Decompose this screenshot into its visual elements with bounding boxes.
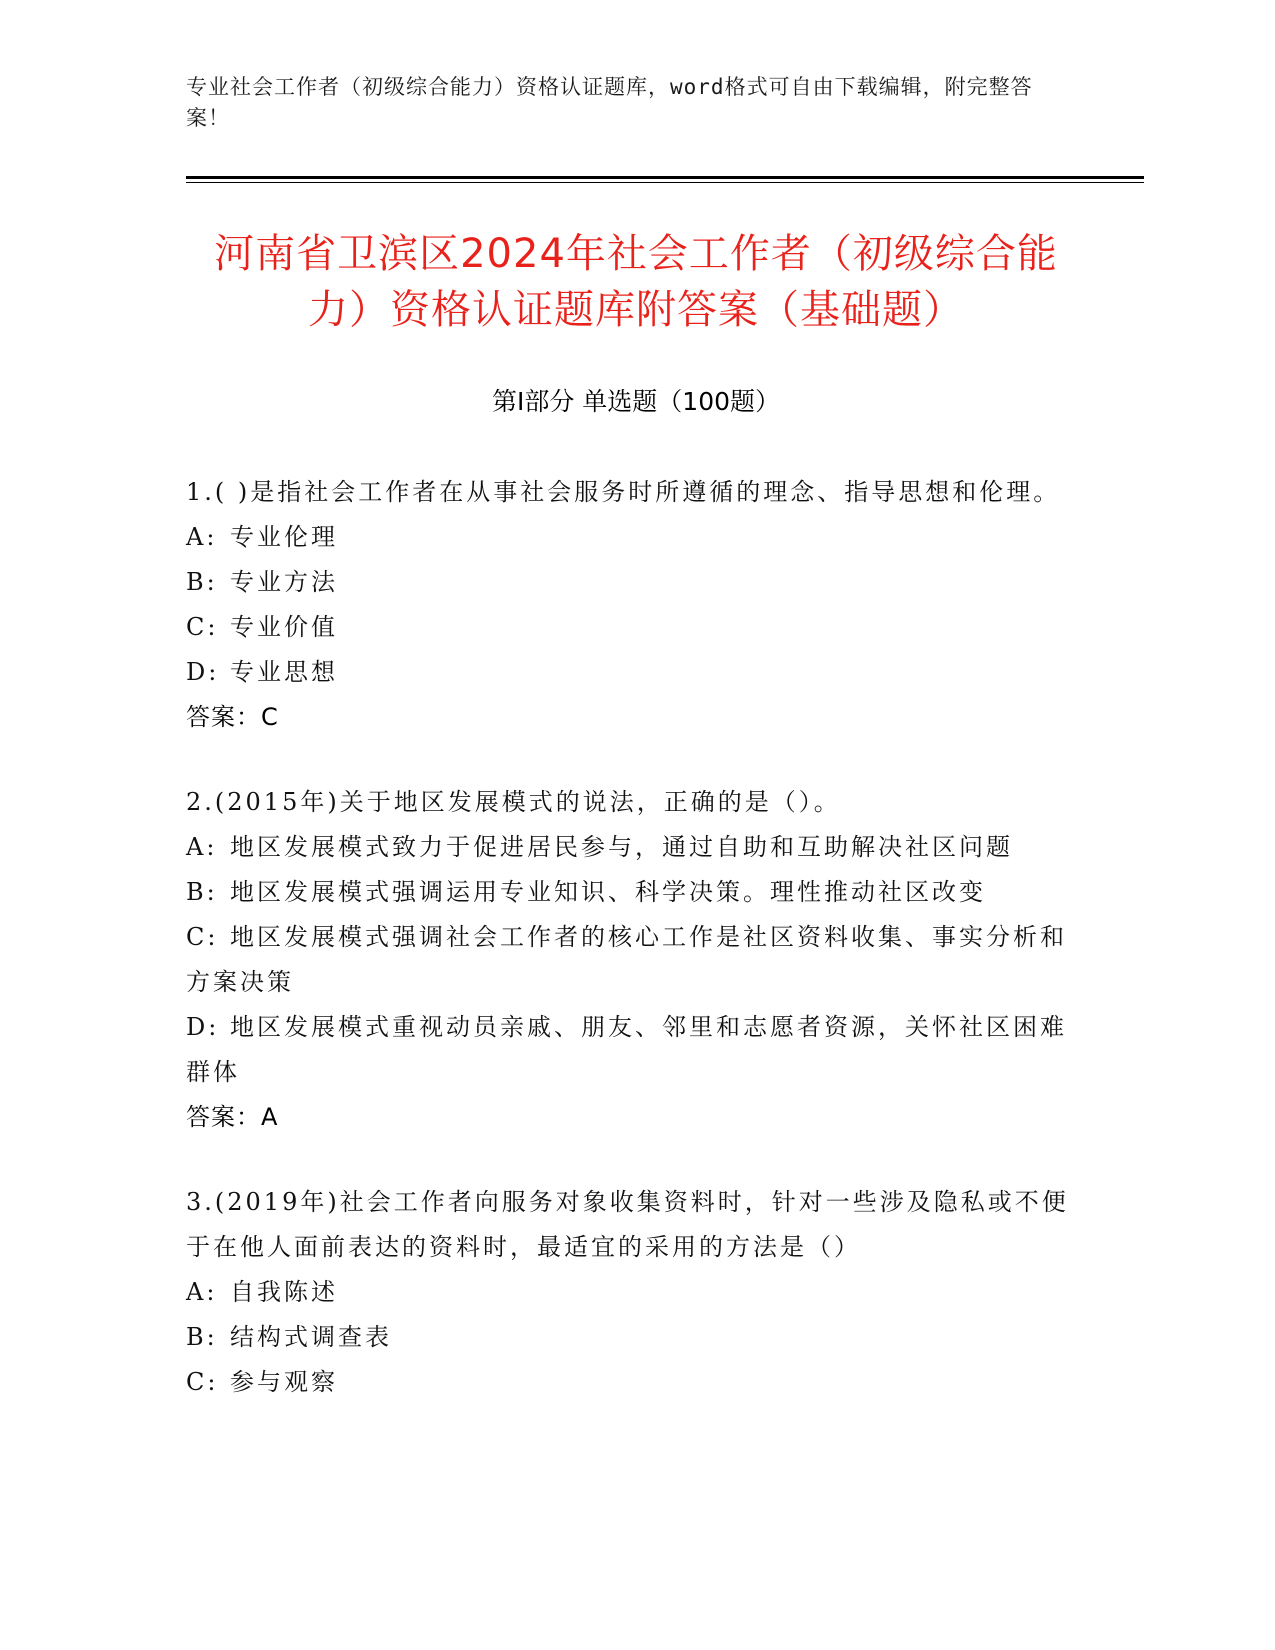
option-a bbox=[186, 515, 1086, 560]
question-stem: 3.(2019年)社会工作者向服务对象收集资料时，针对一些涉及隐私或不便于在他人面前表达的资料时，最适宜的采用的方法是（） bbox=[186, 1188, 1069, 1261]
question-1 bbox=[186, 470, 1086, 740]
option-text: 专业价值 bbox=[230, 613, 338, 641]
option-c bbox=[186, 1360, 1086, 1405]
option-letter: D: bbox=[186, 1013, 220, 1041]
option-text: 结构式调查表 bbox=[230, 1323, 392, 1351]
option-text: 自我陈述 bbox=[230, 1278, 338, 1306]
option-d bbox=[186, 1005, 1086, 1095]
option-letter: D: bbox=[186, 658, 220, 686]
option-text: 专业方法 bbox=[230, 568, 338, 596]
option-text: 地区发展模式强调运用专业知识、科学决策。理性推动社区改变 bbox=[230, 878, 986, 906]
option-a bbox=[186, 825, 1086, 870]
header-divider-thick bbox=[186, 176, 1144, 179]
option-text: 参与观察 bbox=[230, 1368, 338, 1396]
document-title: 河南省卫滨区2024年社会工作者（初级综合能力）资格认证题库附答案（基础题） bbox=[214, 231, 1058, 333]
question-stem: 2.(2015年)关于地区发展模式的说法，正确的是（）。 bbox=[186, 788, 841, 816]
option-b bbox=[186, 1315, 1086, 1360]
answer-line: 答案：C bbox=[186, 703, 279, 731]
option-a bbox=[186, 1270, 1086, 1315]
option-c bbox=[186, 915, 1086, 1005]
option-letter: A: bbox=[186, 523, 218, 551]
option-letter: C: bbox=[186, 1368, 219, 1396]
option-b bbox=[186, 870, 1086, 915]
option-b bbox=[186, 560, 1086, 605]
question-2 bbox=[186, 780, 1086, 1140]
option-text: 地区发展模式重视动员亲戚、朋友、邻里和志愿者资源，关怀社区困难群体 bbox=[186, 1013, 1067, 1086]
option-d bbox=[186, 650, 1086, 695]
option-letter: B: bbox=[186, 568, 218, 596]
option-letter: B: bbox=[186, 1323, 218, 1351]
question-3 bbox=[186, 1180, 1086, 1405]
option-text: 地区发展模式致力于促进居民参与，通过自助和互助解决社区问题 bbox=[230, 833, 1013, 861]
header-divider-thin bbox=[186, 182, 1144, 183]
question-stem: 1.( )是指社会工作者在从事社会服务时所遵循的理念、指导思想和伦理。 bbox=[186, 478, 1061, 506]
option-c bbox=[186, 605, 1086, 650]
option-letter: B: bbox=[186, 878, 218, 906]
question-list bbox=[186, 470, 1086, 1445]
section-heading: 第Ⅰ部分 单选题（100题） bbox=[491, 387, 781, 416]
option-text: 地区发展模式强调社会工作者的核心工作是社区资料收集、事实分析和方案决策 bbox=[186, 923, 1067, 996]
option-text: 专业思想 bbox=[230, 658, 338, 686]
option-letter: C: bbox=[186, 613, 219, 641]
option-text: 专业伦理 bbox=[230, 523, 338, 551]
header-note: 专业社会工作者（初级综合能力）资格认证题库，word格式可自由下载编辑，附完整答案！ bbox=[186, 75, 1033, 130]
answer-line: 答案：A bbox=[186, 1103, 279, 1131]
option-letter: A: bbox=[186, 1278, 218, 1306]
option-letter: A: bbox=[186, 833, 218, 861]
option-letter: C: bbox=[186, 923, 219, 951]
